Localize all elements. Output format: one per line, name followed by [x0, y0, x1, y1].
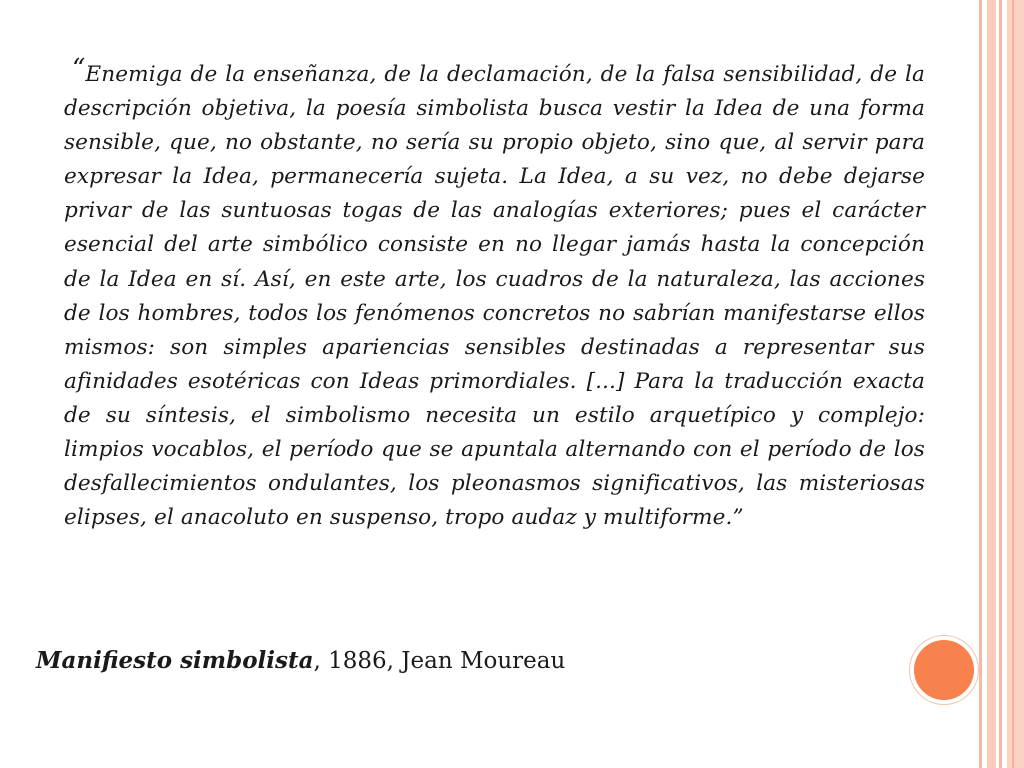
- attribution-details: , 1886, Jean Moureau: [313, 648, 566, 674]
- work-title: Manifiesto simbolista: [36, 647, 314, 674]
- quote-block: [64, 52, 925, 535]
- decorative-stripe: [987, 0, 996, 768]
- decorative-stripe: [999, 0, 1002, 768]
- decorative-stripe: [1012, 0, 1014, 768]
- opening-quote-mark: “: [72, 54, 86, 84]
- quote-text: Enemiga de la enseñanza, de la declamación, de la falsa sensibilidad, de la descripción objetiva, la poesía simbolista busca vestir la Idea de una forma sensible, que, no obstante, no sería su propio objeto, sino que, al servir para expresar la Idea, permanecería sujeta. La Idea, a su vez, no debe dejarse privar de las suntuosas togas de las analogías exteriores; pues el carácter esencial del arte simbólico consiste en no llegar jamás hasta la concepción de la Idea en sí. Así, en este arte, los cuadros de la naturaleza, las acciones de los hombres, todos los fenómenos concretos no sabrían manifestarse ellos mismos: son simples apariencias sensibles destinadas a representar sus afinidades esotéricas con Ideas primordiales. [...] Para la traducción exacta de su síntesis, el simbolismo necesita un estilo arquetípico y complejo: limpios vocablos, el período que se apuntala alternando con el período de los desfallecimientos ondulantes, los pleonasmos significativos, las misteriosas elipses, el anacoluto en suspenso, tropo audaz y multiforme.”: [64, 62, 925, 531]
- attribution: [36, 644, 565, 678]
- decorative-circle-icon: [914, 640, 974, 700]
- decorative-stripe: [1007, 0, 1024, 768]
- decorative-stripe: [979, 0, 982, 768]
